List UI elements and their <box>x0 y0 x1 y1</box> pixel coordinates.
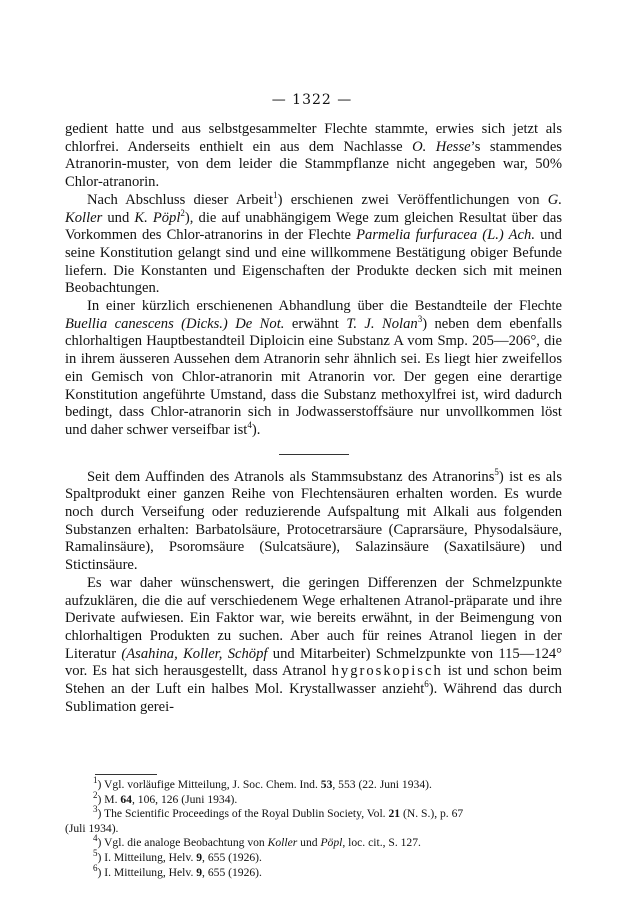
text-run: ) erschienen zwei Veröffentlichungen von <box>277 191 548 208</box>
text-run: , 106, 126 (Juni 1934). <box>131 792 238 806</box>
footnote-ref: 6 <box>424 679 429 690</box>
footnotes <box>65 775 562 880</box>
footnote-continuation: (Juli 1934). <box>65 821 119 835</box>
text-run: ) ist es als Spaltprodukt einer ganzen Reihe von Flechtensäuren erhalten worden. Es wurde noch durch Verseifung oder reduzierende Aufspaltung mit Alkali aus folgenden Substanzen erhalten: Barbatolsäure, Protocetrarsäure (Caprarsäure, Physodalsäure, Ramalinsäure), Psoromsäure (Sulcatsäure), Salazinsäure (Saxatilsäure) und Stictinsäure. <box>65 468 562 574</box>
footnote <box>65 862 562 881</box>
text-run: gedient hatte und aus selbstgesammelter Flechte stammte, erwies sich jetzt als chlorfrei. Anderseits enthielt ein aus dem Nachlasse <box>65 121 562 155</box>
bold-text: 21 <box>388 807 401 821</box>
footnote-number: 2 <box>93 789 98 800</box>
italic-text: K. Pöpl <box>134 209 181 226</box>
footnote <box>65 789 562 808</box>
text-run: und Mitarbeiter) Schmelzpunkte von 115—124° vor. Es hat sich herausgestellt, dass Atranol <box>65 645 563 680</box>
section-separator <box>279 454 349 455</box>
footnote <box>65 833 562 851</box>
footnote-ref: 2 <box>180 207 185 218</box>
italic-text: Koller <box>267 836 298 850</box>
footnote-rule <box>95 774 157 775</box>
footnote-number: 6 <box>93 862 98 873</box>
text-run: , 553 (22. Juni 1934). <box>332 778 432 791</box>
text-run: erwähnt <box>284 315 347 332</box>
text-run: ) I. Mitteilung, Helv. <box>97 865 197 879</box>
footnote-ref: 4 <box>247 420 252 431</box>
main-text <box>65 121 562 717</box>
paragraph <box>65 121 562 192</box>
text-run: und <box>102 209 135 226</box>
footnote-ref: 1 <box>273 189 278 200</box>
text-run: ) neben dem ebenfalls chlorhaltigen Hauptbestandteil Diploicin eine Substanz A vom Smp. 205—206°, die in ihrem äusseren Aussehen dem Atranorin sehr ähnlich sei. Es liegt hier zweifellos ein Gemisch von Chlor-atranorin mit Atranorin vor. Der gegen eine derartige Konstitution angeführte Umstand, dass die Substanz methoxylfrei ist, wird dadurch bedingt, dass Chlor-atranorin sich in Jodwasserstoffsäure nur unvollkommen löst und daher schwer verseifbar ist <box>65 315 563 438</box>
text-run: ’s stammendes Atranorin-muster, von dem leider die Stammpflanze nicht angegeben war, 50% Chlor-atranorin. <box>65 138 562 191</box>
text-run: , 655 (1926). <box>202 850 262 864</box>
text-run: , 655 (1926). <box>202 865 262 879</box>
footnote-number: 4 <box>93 833 98 844</box>
text-run: und seine Konstitution gelangt sind und eine willkommene Bestätigung obiger Befunde liefern. Die Konstanten und Eigenschaften der Produkte decken sich mit meinen Beobachtungen. <box>65 227 562 297</box>
text-run: ), die auf unabhängigem Wege zum gleichen Resultat über das Vorkommen des Chlor-atranorins in der Flechte <box>65 209 563 244</box>
text-run: In einer kürzlich erschienenen Abhandlung über die Bestandteile der Flechte <box>87 298 562 315</box>
footnote <box>65 848 562 866</box>
bold-text: 64 <box>120 792 132 806</box>
italic-text: G. Koller <box>65 191 562 226</box>
spaced-text: hygroskopisch <box>331 663 443 680</box>
paragraph <box>65 466 562 575</box>
bold-text: 9 <box>196 850 203 864</box>
text-run: , loc. cit., S. 127. <box>342 836 421 850</box>
paragraph <box>65 575 562 717</box>
footnote-ref: 5 <box>494 466 499 477</box>
paragraph <box>65 189 563 298</box>
text-run: ) I. Mitteilung, Helv. <box>97 850 197 864</box>
text-run: ) The Scientific Proceedings of the Royal Dublin Society, Vol. <box>97 807 389 821</box>
footnote-number: 3 <box>93 804 98 815</box>
bold-text: 53 <box>320 778 333 791</box>
text-run: Seit dem Auffinden des Atranols als Stammsubstanz des Atranorins <box>87 468 495 485</box>
text-run: (N. S.), p. 67 <box>400 807 464 821</box>
footnote <box>65 804 562 822</box>
text-run: ). <box>251 421 261 438</box>
text-run: und <box>297 836 321 850</box>
italic-text: Buellia canescens (Dicks.) De Not. <box>65 315 285 332</box>
text-run: ) Vgl. vorläufige Mitteilung, J. Soc. Chem. Ind. <box>97 778 321 791</box>
bold-text: 9 <box>196 865 203 879</box>
footnote <box>65 775 562 793</box>
text-run: ). Während das durch Sublimation gerei- <box>65 681 562 715</box>
italic-text: T. J. Nolan <box>346 315 418 332</box>
italic-text: Parmelia furfuracea (L.) Ach. <box>356 227 535 244</box>
text-run: ist und schon beim Stehen an der Luft ein halbes Mol. Krystallwasser anzieht <box>65 663 562 698</box>
page-number: — 1322 — <box>271 92 353 108</box>
text-run: ) M. <box>97 792 121 806</box>
footnote-number: 1 <box>93 775 98 786</box>
footnote-number: 5 <box>93 848 98 859</box>
text-run: Es war daher wünschenswert, die geringen Differenzen der Schmelzpunkte aufzuklären, die die auf verschiedenem Wege erhaltenen Atranol-präparate und ihre Derivate aufwiesen. Ein Faktor war, wie bereits erwähnt, in der Beimengung von chlorhaltigen Produkten zu suchen. Aber auch für reines Atranol liegen in der Literatur <box>65 574 562 662</box>
italic-text: Pöpl <box>320 836 343 850</box>
text-run: ) Vgl. die analoge Beobachtung von <box>97 836 268 850</box>
italic-text: O. Hesse <box>412 138 471 155</box>
italic-text: (Asahina, Koller, Schöpf <box>121 645 268 662</box>
text-run: Nach Abschluss dieser Arbeit <box>87 191 274 208</box>
paragraph <box>65 298 562 440</box>
footnote-ref: 3 <box>417 313 423 324</box>
